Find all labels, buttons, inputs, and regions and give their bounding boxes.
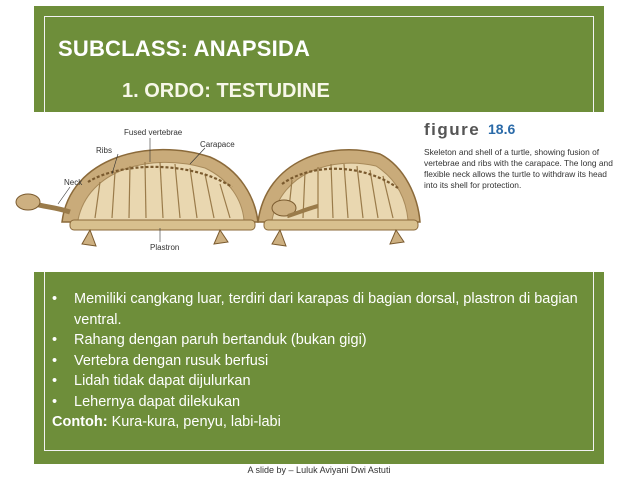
bullet-symbol: • [52, 393, 58, 410]
label-fused-vertebrae: Fused vertebrae [124, 128, 183, 137]
bullet-symbol: • [52, 291, 58, 307]
bullet-text: Lehernya dapat dilekukan [74, 393, 241, 410]
label-ribs: Ribs [96, 146, 113, 155]
bullet-symbol: • [52, 373, 58, 389]
turtle-right-drawing [258, 150, 420, 246]
example-label: Contoh: [52, 414, 108, 430]
bullet-symbol: • [52, 352, 58, 369]
bullet-text: Lidah tidak dapat dijulurkan [74, 373, 251, 389]
label-carapace: Carapace [200, 140, 235, 149]
bullet-text: Rahang dengan paruh bertanduk (bukan gigi) [74, 332, 367, 348]
label-neck: Neck [64, 178, 83, 187]
list-item [52, 351, 597, 372]
turtle-skeleton-illustration [0, 112, 638, 272]
list-item [52, 289, 597, 330]
footer-credit: A slide by – Luluk Aviyani Dwi Astuti [247, 465, 391, 475]
turtle-left-drawing [16, 138, 258, 246]
list-item [52, 371, 597, 392]
bullet-text: Memiliki cangkang luar, terdiri dari karapas di bagian dorsal, plastron di bagian ventral. [74, 291, 578, 328]
example-text: Kura-kura, penyu, labi-labi [107, 414, 281, 430]
figure-word: figure [424, 120, 481, 139]
example-line [52, 412, 597, 433]
bullet-text: Vertebra dengan rusuk berfusi [74, 352, 269, 369]
figure-image [0, 112, 638, 272]
label-plastron: Plastron [150, 243, 180, 252]
slide-title: SUBCLASS: ANAPSIDA [58, 36, 311, 61]
list-item [52, 330, 597, 351]
list-item [52, 392, 597, 413]
figure-caption: Skeleton and shell of a turtle, showing fusion of vertebrae and ribs with the carapace. The long and flexible neck allows the turtle to withdraw its head into its shell for protection. [424, 147, 613, 190]
bullet-list [52, 289, 597, 433]
figure-number: 18.6 [488, 121, 516, 137]
slide-subtitle: 1. ORDO: TESTUDINE [122, 80, 330, 102]
bullet-symbol: • [52, 332, 58, 348]
